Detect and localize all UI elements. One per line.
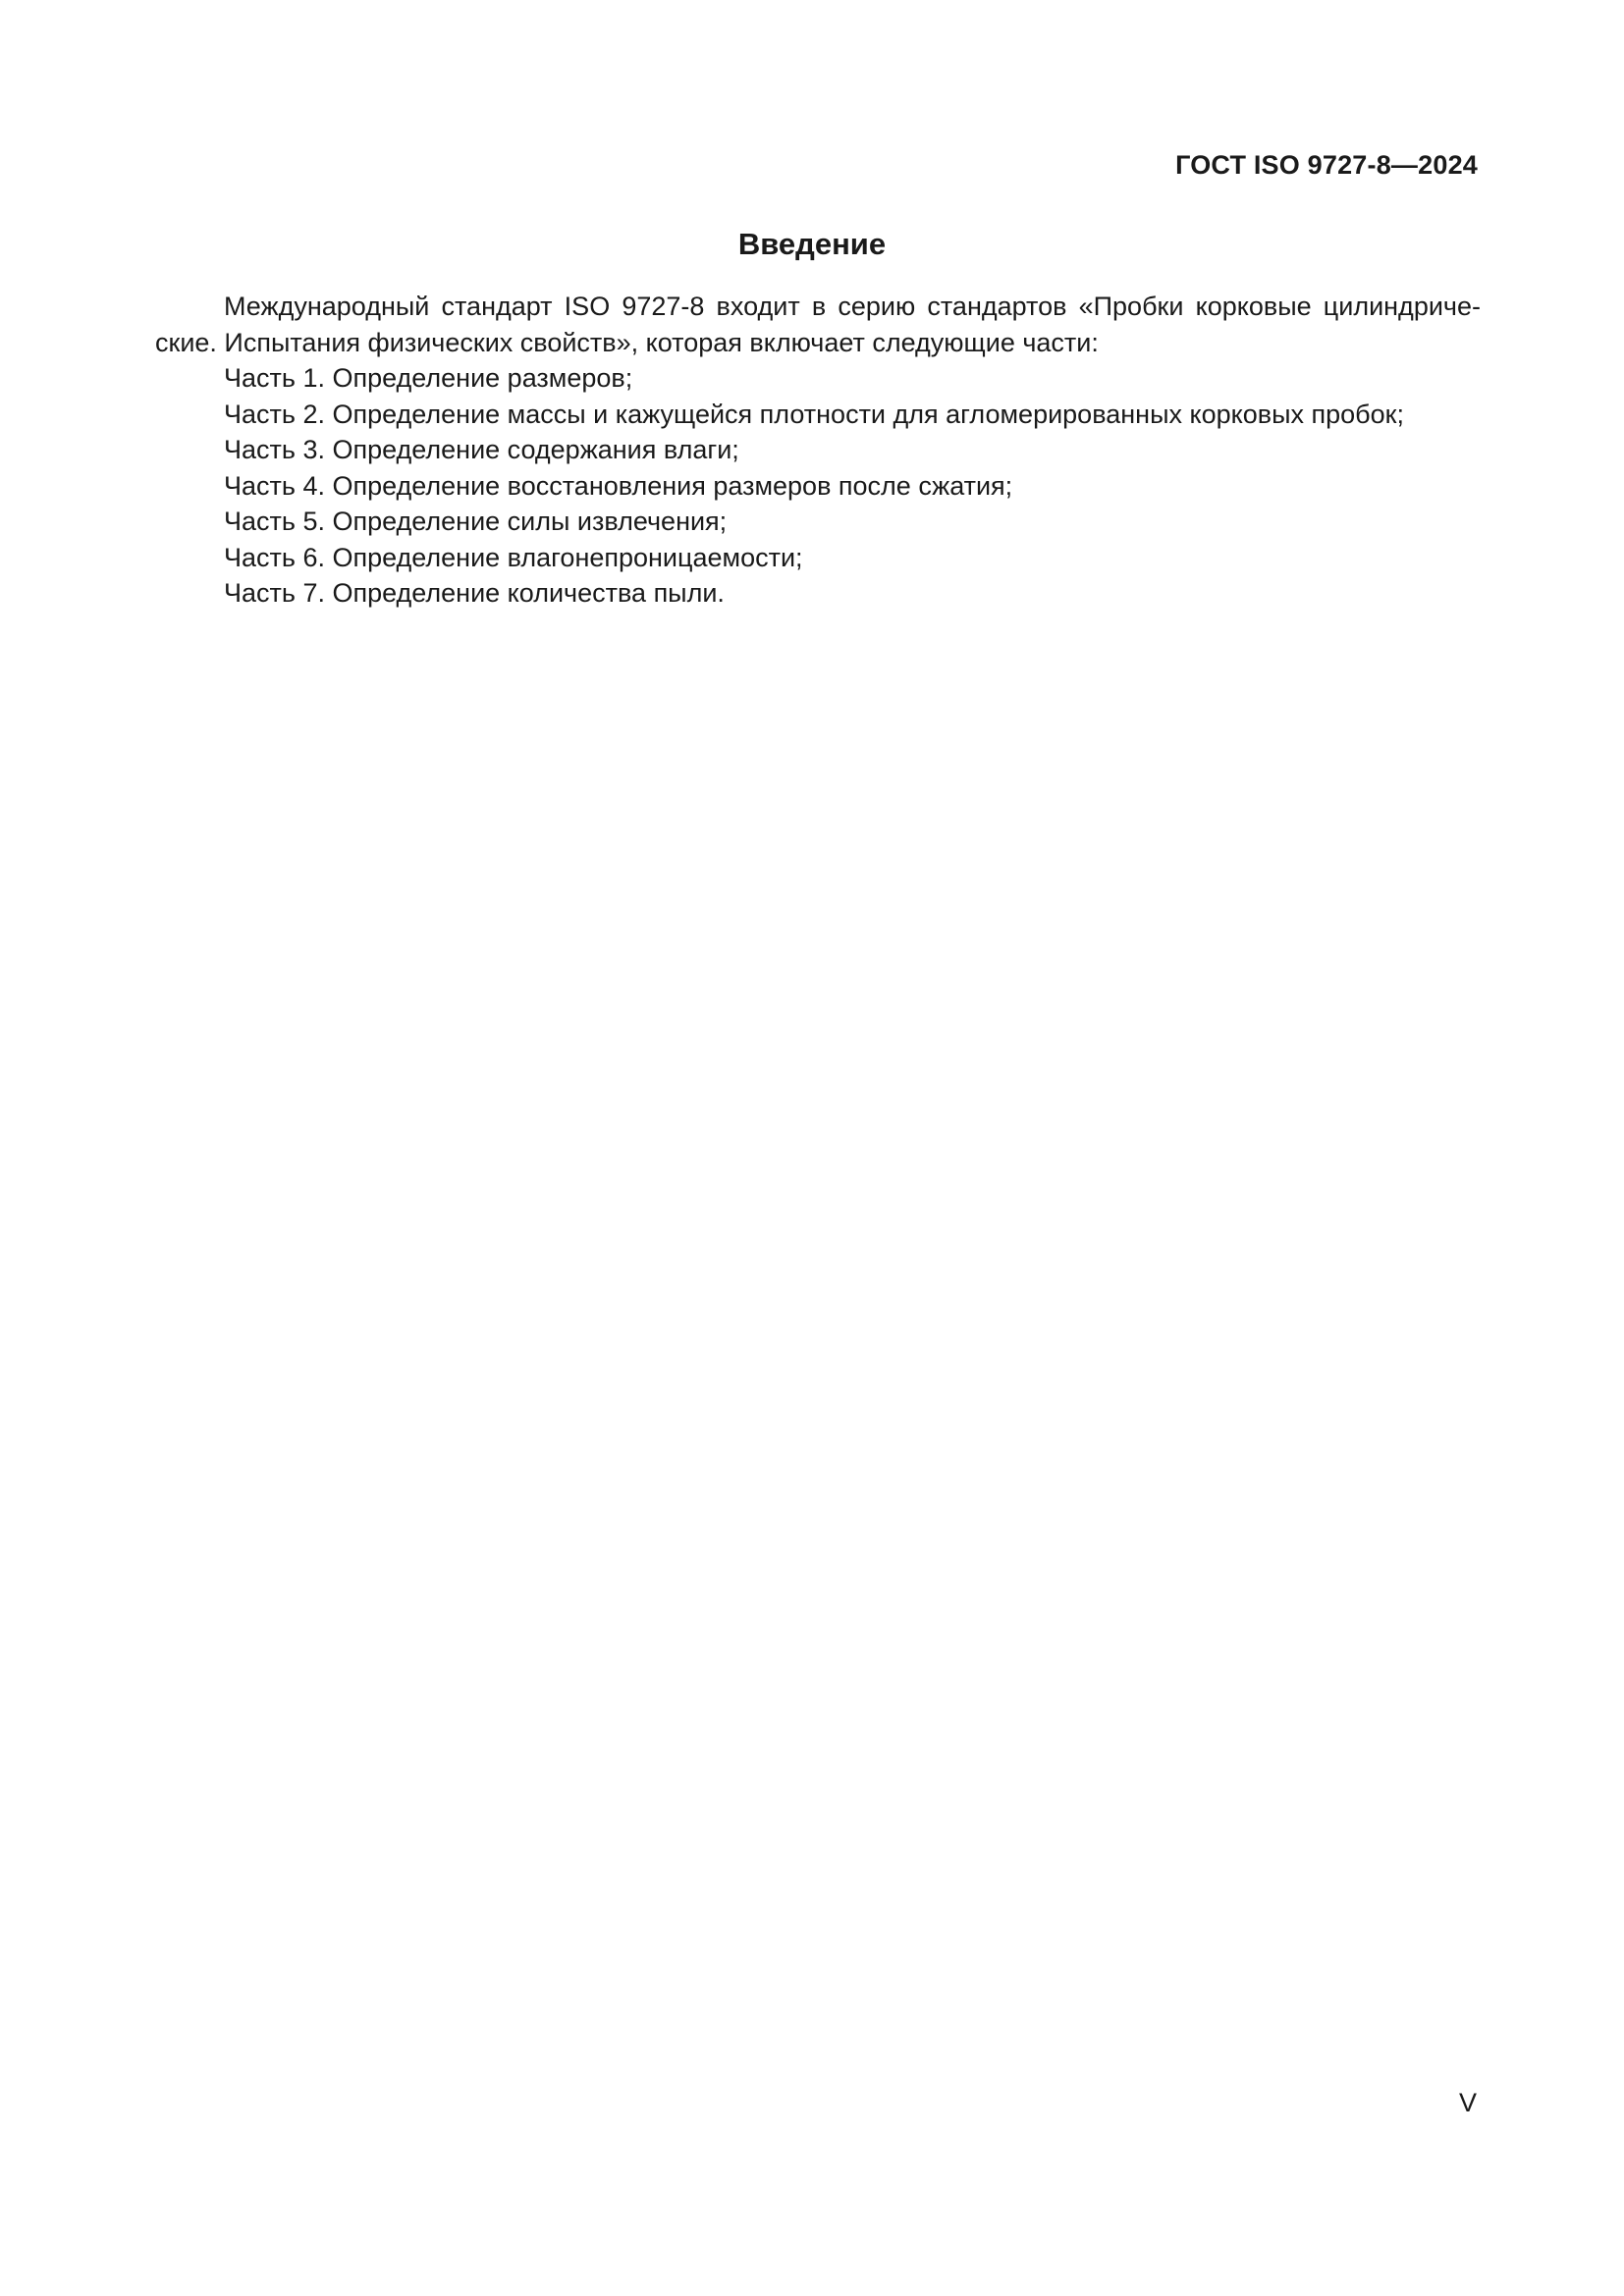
section-title: Введение [737,227,887,261]
list-item: Часть 5. Определение силы извлечения; [224,507,728,536]
list-item: Часть 2. Определение массы и кажущейся плотности для агломерированных корковых пробок; [224,399,1404,429]
list-item: Часть 7. Определение количества пыли. [224,578,725,608]
document-code: ГОСТ ISO 9727-8—2024 [1175,150,1478,180]
page-number: V [1458,2088,1477,2117]
list-item: Часть 4. Определение восстановления размеров после сжатия; [224,470,1013,501]
intro-body [155,289,1481,612]
parts-list [155,360,1481,612]
list-item: Часть 6. Определение влагонепроницаемости; [224,542,803,572]
intro-paragraph: Международный стандарт ISO 9727-8 входит в серию стандартов «Пробки корковые цилиндриче-ские. Испытания физических свойств», которая включает следующие части: [155,292,1481,357]
list-item: Часть 1. Определение размеров; [224,363,633,393]
list-item: Часть 3. Определение содержания влаги; [224,435,739,464]
